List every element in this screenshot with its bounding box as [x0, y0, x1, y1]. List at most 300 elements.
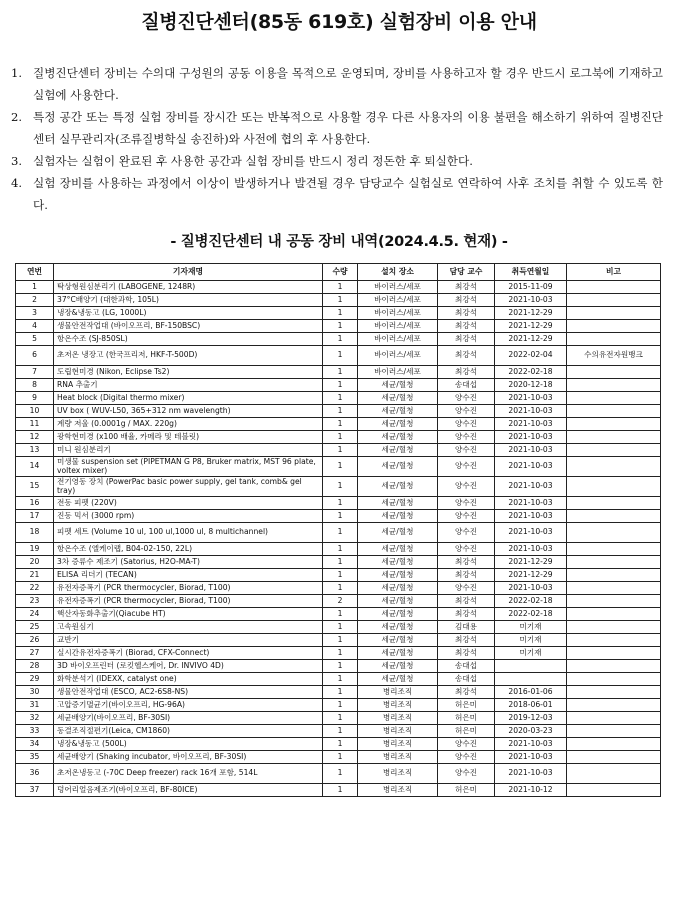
equipment-name-cell: 3차 증류수 제조기 (Satorius, H2O-MA-T) — [54, 556, 323, 569]
table-row — [16, 699, 661, 712]
row-index-cell: 7 — [16, 366, 54, 379]
remarks-cell — [567, 569, 661, 582]
remarks-cell — [567, 647, 661, 660]
acquired-date-cell: 2021-10-03 — [495, 457, 567, 477]
rule-text: 질병진단센터 장비는 수의대 구성원의 공동 이용을 목적으로 운영되며, 장비를 사용하고자 할 경우 반드시 로그북에 기재하고 실험에 사용한다. — [33, 66, 663, 102]
acquired-date-cell: 2021-12-29 — [495, 569, 567, 582]
table-row — [16, 751, 661, 764]
professor-cell: 양수진 — [438, 418, 495, 431]
equipment-name-cell: 37°C배양기 (대한과학, 105L) — [54, 294, 323, 307]
equipment-name-cell: UV box ( WUV-L50, 365+312 nm wavelength) — [54, 405, 323, 418]
remarks-cell — [567, 699, 661, 712]
professor-cell: 최강석 — [438, 294, 495, 307]
professor-cell: 최강석 — [438, 307, 495, 320]
professor-cell: 양수진 — [438, 543, 495, 556]
quantity-cell: 1 — [323, 307, 358, 320]
remarks-cell — [567, 477, 661, 497]
table-row — [16, 392, 661, 405]
acquired-date-cell: 2019-12-03 — [495, 712, 567, 725]
quantity-cell: 1 — [323, 582, 358, 595]
acquired-date-cell: 2015-11-09 — [495, 281, 567, 294]
row-index-cell: 30 — [16, 686, 54, 699]
remarks-cell: 수의유전자원뱅크 — [567, 346, 661, 366]
table-row — [16, 784, 661, 797]
acquired-date-cell — [495, 673, 567, 686]
acquired-date-cell: 2021-10-03 — [495, 738, 567, 751]
table-row — [16, 608, 661, 621]
remarks-cell — [567, 333, 661, 346]
quantity-cell: 1 — [323, 686, 358, 699]
acquired-date-cell: 2021-10-03 — [495, 543, 567, 556]
acquired-date-cell: 2020-03-23 — [495, 725, 567, 738]
equipment-name-cell: 전동 피펫 (220V) — [54, 497, 323, 510]
row-index-cell: 21 — [16, 569, 54, 582]
equipment-name-cell: 유전자증폭기 (PCR thermocycler, Biorad, T100) — [54, 582, 323, 595]
professor-cell: 양수진 — [438, 764, 495, 784]
rule-number: 4. — [11, 176, 23, 190]
professor-cell: 양수진 — [438, 431, 495, 444]
row-index-cell: 3 — [16, 307, 54, 320]
remarks-cell — [567, 457, 661, 477]
row-index-cell: 12 — [16, 431, 54, 444]
quantity-cell: 1 — [323, 712, 358, 725]
table-header-row — [16, 264, 661, 281]
location-cell: 병리조직 — [358, 725, 438, 738]
row-index-cell: 27 — [16, 647, 54, 660]
row-index-cell: 18 — [16, 523, 54, 543]
remarks-cell — [567, 431, 661, 444]
row-index-cell: 2 — [16, 294, 54, 307]
table-row — [16, 556, 661, 569]
acquired-date-cell — [495, 660, 567, 673]
header-acquired-date: 취득연월일 — [495, 264, 567, 281]
table-row — [16, 405, 661, 418]
header-remarks: 비고 — [567, 264, 661, 281]
professor-cell: 양수진 — [438, 510, 495, 523]
quantity-cell: 1 — [323, 523, 358, 543]
acquired-date-cell: 2021-12-29 — [495, 307, 567, 320]
professor-cell: 양수진 — [438, 405, 495, 418]
equipment-name-cell: 핵산자동화추출기(Qiacube HT) — [54, 608, 323, 621]
row-index-cell: 36 — [16, 764, 54, 784]
acquired-date-cell: 2016-01-06 — [495, 686, 567, 699]
professor-cell: 최강석 — [438, 647, 495, 660]
equipment-name-cell: 냉장&냉동고 (LG, 1000L) — [54, 307, 323, 320]
row-index-cell: 29 — [16, 673, 54, 686]
quantity-cell: 1 — [323, 608, 358, 621]
remarks-cell — [567, 418, 661, 431]
location-cell: 세균/혈청 — [358, 543, 438, 556]
table-row — [16, 725, 661, 738]
table-row — [16, 523, 661, 543]
row-index-cell: 35 — [16, 751, 54, 764]
remarks-cell — [567, 320, 661, 333]
remarks-cell — [567, 660, 661, 673]
remarks-cell — [567, 281, 661, 294]
acquired-date-cell: 2021-10-03 — [495, 497, 567, 510]
table-row — [16, 712, 661, 725]
acquired-date-cell: 2021-10-03 — [495, 294, 567, 307]
row-index-cell: 16 — [16, 497, 54, 510]
location-cell: 바이러스/세포 — [358, 307, 438, 320]
table-row — [16, 738, 661, 751]
row-index-cell: 26 — [16, 634, 54, 647]
professor-cell: 양수진 — [438, 497, 495, 510]
table-row — [16, 477, 661, 497]
remarks-cell — [567, 673, 661, 686]
equipment-name-cell: 초저온냉동고 (-70C Deep freezer) rack 16개 포함, 514L — [54, 764, 323, 784]
location-cell: 병리조직 — [358, 764, 438, 784]
location-cell: 세균/혈청 — [358, 477, 438, 497]
location-cell: 세균/혈청 — [358, 608, 438, 621]
quantity-cell: 1 — [323, 457, 358, 477]
acquired-date-cell: 2021-10-03 — [495, 418, 567, 431]
equipment-name-cell: 3D 바이오프린터 (로킷헬스케어, Dr. INVIVO 4D) — [54, 660, 323, 673]
equipment-name-cell: 고압증기멸균기(바이오프리, HG-96A) — [54, 699, 323, 712]
quantity-cell: 1 — [323, 366, 358, 379]
row-index-cell: 11 — [16, 418, 54, 431]
remarks-cell — [567, 307, 661, 320]
quantity-cell: 1 — [323, 764, 358, 784]
professor-cell: 양수진 — [438, 444, 495, 457]
professor-cell: 양수진 — [438, 477, 495, 497]
location-cell: 세균/혈청 — [358, 595, 438, 608]
table-row — [16, 307, 661, 320]
acquired-date-cell: 미기재 — [495, 647, 567, 660]
acquired-date-cell: 미기재 — [495, 621, 567, 634]
quantity-cell: 1 — [323, 418, 358, 431]
professor-cell: 송대섭 — [438, 673, 495, 686]
equipment-table — [15, 263, 661, 797]
quantity-cell: 1 — [323, 333, 358, 346]
remarks-cell — [567, 582, 661, 595]
quantity-cell: 1 — [323, 738, 358, 751]
professor-cell: 최강석 — [438, 281, 495, 294]
acquired-date-cell: 2020-12-18 — [495, 379, 567, 392]
quantity-cell: 1 — [323, 725, 358, 738]
remarks-cell — [567, 686, 661, 699]
row-index-cell: 8 — [16, 379, 54, 392]
acquired-date-cell: 2018-06-01 — [495, 699, 567, 712]
quantity-cell: 1 — [323, 543, 358, 556]
row-index-cell: 6 — [16, 346, 54, 366]
header-equipment-name: 기자재명 — [54, 264, 323, 281]
professor-cell: 양수진 — [438, 738, 495, 751]
professor-cell: 김대용 — [438, 621, 495, 634]
row-index-cell: 4 — [16, 320, 54, 333]
quantity-cell: 1 — [323, 751, 358, 764]
table-row — [16, 320, 661, 333]
rule-item — [11, 150, 663, 172]
table-row — [16, 673, 661, 686]
location-cell: 세균/혈청 — [358, 660, 438, 673]
remarks-cell — [567, 392, 661, 405]
equipment-name-cell: 고속원심기 — [54, 621, 323, 634]
location-cell: 세균/혈청 — [358, 673, 438, 686]
remarks-cell — [567, 621, 661, 634]
equipment-name-cell: 생물안전작업대 (바이오프리, BF-150BSC) — [54, 320, 323, 333]
quantity-cell: 1 — [323, 281, 358, 294]
page-title: 질병진단센터(85동 619호) 실험장비 이용 안내 — [141, 11, 537, 33]
table-row — [16, 366, 661, 379]
table-row — [16, 497, 661, 510]
equipment-name-cell: ELISA 리더기 (TECAN) — [54, 569, 323, 582]
equipment-name-cell: 계량 저울 (0.0001g / MAX. 220g) — [54, 418, 323, 431]
table-row — [16, 634, 661, 647]
equipment-list-heading: - 질병진단센터 내 공동 장비 내역(2024.4.5. 현재) - — [170, 234, 508, 250]
quantity-cell: 2 — [323, 595, 358, 608]
row-index-cell: 10 — [16, 405, 54, 418]
quantity-cell: 1 — [323, 431, 358, 444]
quantity-cell: 1 — [323, 405, 358, 418]
professor-cell: 최강석 — [438, 556, 495, 569]
table-row — [16, 595, 661, 608]
row-index-cell: 23 — [16, 595, 54, 608]
quantity-cell: 1 — [323, 634, 358, 647]
acquired-date-cell: 미기재 — [495, 634, 567, 647]
location-cell: 세균/혈청 — [358, 444, 438, 457]
location-cell: 세균/혈청 — [358, 582, 438, 595]
professor-cell: 허은미 — [438, 725, 495, 738]
table-row — [16, 294, 661, 307]
professor-cell: 최강석 — [438, 333, 495, 346]
professor-cell: 최강석 — [438, 366, 495, 379]
professor-cell: 양수진 — [438, 582, 495, 595]
location-cell: 병리조직 — [358, 784, 438, 797]
acquired-date-cell: 2021-12-29 — [495, 333, 567, 346]
row-index-cell: 31 — [16, 699, 54, 712]
location-cell: 세균/혈청 — [358, 379, 438, 392]
quantity-cell: 1 — [323, 510, 358, 523]
remarks-cell — [567, 366, 661, 379]
location-cell: 세균/혈청 — [358, 634, 438, 647]
quantity-cell: 1 — [323, 699, 358, 712]
equipment-name-cell: 미니 원심분리기 — [54, 444, 323, 457]
professor-cell: 양수진 — [438, 751, 495, 764]
acquired-date-cell: 2021-10-03 — [495, 405, 567, 418]
location-cell: 세균/혈청 — [358, 431, 438, 444]
location-cell: 세균/혈청 — [358, 457, 438, 477]
rule-item — [11, 172, 663, 216]
table-row — [16, 660, 661, 673]
location-cell: 세균/혈청 — [358, 647, 438, 660]
quantity-cell: 1 — [323, 556, 358, 569]
table-row — [16, 333, 661, 346]
row-index-cell: 1 — [16, 281, 54, 294]
remarks-cell — [567, 634, 661, 647]
equipment-name-cell: 세균배양기(바이오프리, BF-30SI) — [54, 712, 323, 725]
location-cell: 세균/혈청 — [358, 569, 438, 582]
header-location: 설치 장소 — [358, 264, 438, 281]
remarks-cell — [567, 294, 661, 307]
equipment-name-cell: 탁상형원심분리기 (LABOGENE, 1248R) — [54, 281, 323, 294]
row-index-cell: 14 — [16, 457, 54, 477]
rule-item — [11, 62, 663, 106]
acquired-date-cell: 2021-10-03 — [495, 392, 567, 405]
table-row — [16, 418, 661, 431]
equipment-name-cell: 교반기 — [54, 634, 323, 647]
header-professor: 담당 교수 — [438, 264, 495, 281]
row-index-cell: 32 — [16, 712, 54, 725]
row-index-cell: 22 — [16, 582, 54, 595]
rule-number: 1. — [11, 66, 23, 80]
quantity-cell: 1 — [323, 569, 358, 582]
remarks-cell — [567, 725, 661, 738]
row-index-cell: 15 — [16, 477, 54, 497]
equipment-name-cell: 냉장&냉동고 (500L) — [54, 738, 323, 751]
location-cell: 바이러스/세포 — [358, 320, 438, 333]
professor-cell: 허은미 — [438, 784, 495, 797]
location-cell: 병리조직 — [358, 699, 438, 712]
remarks-cell — [567, 595, 661, 608]
professor-cell: 허은미 — [438, 712, 495, 725]
rule-number: 2. — [11, 110, 23, 124]
header-index: 연번 — [16, 264, 54, 281]
remarks-cell — [567, 764, 661, 784]
row-index-cell: 28 — [16, 660, 54, 673]
quantity-cell: 1 — [323, 673, 358, 686]
remarks-cell — [567, 751, 661, 764]
row-index-cell: 34 — [16, 738, 54, 751]
remarks-cell — [567, 608, 661, 621]
rule-item — [11, 106, 663, 150]
location-cell: 병리조직 — [358, 751, 438, 764]
remarks-cell — [567, 510, 661, 523]
remarks-cell — [567, 784, 661, 797]
equipment-name-cell: 덩어리얼음제조기(바이오프리, BF-80ICE) — [54, 784, 323, 797]
rule-text: 실험 장비를 사용하는 과정에서 이상이 발생하거나 발견될 경우 담당교수 실험실로 연락하여 사후 조치를 취할 수 있도록 한다. — [33, 176, 663, 212]
professor-cell: 송대섭 — [438, 379, 495, 392]
equipment-name-cell: 피펫 세트 (Volume 10 ul, 100 ul,1000 ul, 8 multichannel) — [54, 523, 323, 543]
quantity-cell: 1 — [323, 647, 358, 660]
acquired-date-cell: 2021-10-03 — [495, 764, 567, 784]
professor-cell: 최강석 — [438, 569, 495, 582]
professor-cell: 양수진 — [438, 392, 495, 405]
acquired-date-cell: 2021-10-03 — [495, 523, 567, 543]
table-row — [16, 686, 661, 699]
location-cell: 세균/혈청 — [358, 418, 438, 431]
row-index-cell: 17 — [16, 510, 54, 523]
equipment-name-cell: Heat block (Digital thermo mixer) — [54, 392, 323, 405]
acquired-date-cell: 2021-10-03 — [495, 431, 567, 444]
acquired-date-cell: 2022-02-04 — [495, 346, 567, 366]
row-index-cell: 20 — [16, 556, 54, 569]
remarks-cell — [567, 712, 661, 725]
remarks-cell — [567, 523, 661, 543]
quantity-cell: 1 — [323, 294, 358, 307]
location-cell: 세균/혈청 — [358, 621, 438, 634]
usage-rules-list — [11, 62, 663, 216]
quantity-cell: 1 — [323, 444, 358, 457]
row-index-cell: 25 — [16, 621, 54, 634]
acquired-date-cell: 2021-10-03 — [495, 477, 567, 497]
location-cell: 병리조직 — [358, 686, 438, 699]
location-cell: 바이러스/세포 — [358, 294, 438, 307]
professor-cell: 최강석 — [438, 686, 495, 699]
acquired-date-cell: 2021-10-12 — [495, 784, 567, 797]
acquired-date-cell: 2021-12-29 — [495, 556, 567, 569]
acquired-date-cell: 2021-10-03 — [495, 444, 567, 457]
rule-text: 실험자는 실험이 완료된 후 사용한 공간과 실험 장비를 반드시 정리 정돈한 후 퇴실한다. — [33, 154, 473, 168]
acquired-date-cell: 2022-02-18 — [495, 366, 567, 379]
professor-cell: 최강석 — [438, 634, 495, 647]
acquired-date-cell: 2021-10-03 — [495, 751, 567, 764]
table-row — [16, 569, 661, 582]
equipment-name-cell: 생물안전작업대 (ESCO, AC2-6S8-NS) — [54, 686, 323, 699]
location-cell: 세균/혈청 — [358, 405, 438, 418]
row-index-cell: 37 — [16, 784, 54, 797]
equipment-name-cell: 항온수조 (엘케이랩, B04-02-150, 22L) — [54, 543, 323, 556]
table-row — [16, 281, 661, 294]
table-row — [16, 457, 661, 477]
remarks-cell — [567, 405, 661, 418]
equipment-name-cell: 전기영동 장치 (PowerPac basic power supply, gel tank, comb& gel tray) — [54, 477, 323, 497]
table-row — [16, 444, 661, 457]
location-cell: 병리조직 — [358, 712, 438, 725]
location-cell: 바이러스/세포 — [358, 281, 438, 294]
acquired-date-cell: 2022-02-18 — [495, 608, 567, 621]
remarks-cell — [567, 556, 661, 569]
equipment-name-cell: 도립현미경 (Nikon, Eclipse Ts2) — [54, 366, 323, 379]
rule-text: 특정 공간 또는 특정 실험 장비를 장시간 또는 반복적으로 사용할 경우 다른 사용자의 이용 불편을 해소하기 위하여 질병진단센터 실무관리자(조류질병학실 송진하)와 사전에 협의 후 사용한다. — [33, 110, 663, 146]
equipment-name-cell: 항온수조 (SJ-850SL) — [54, 333, 323, 346]
quantity-cell: 1 — [323, 346, 358, 366]
quantity-cell: 1 — [323, 660, 358, 673]
remarks-cell — [567, 738, 661, 751]
table-row — [16, 510, 661, 523]
row-index-cell: 19 — [16, 543, 54, 556]
professor-cell: 최강석 — [438, 346, 495, 366]
table-row — [16, 346, 661, 366]
location-cell: 바이러스/세포 — [358, 366, 438, 379]
professor-cell: 양수진 — [438, 523, 495, 543]
professor-cell: 최강석 — [438, 320, 495, 333]
quantity-cell: 1 — [323, 497, 358, 510]
equipment-name-cell: 동결조직절편기(Leica, CM1860) — [54, 725, 323, 738]
equipment-name-cell: 초저온 냉장고 (한국프리저, HKF-T-500D) — [54, 346, 323, 366]
remarks-cell — [567, 543, 661, 556]
quantity-cell: 1 — [323, 621, 358, 634]
quantity-cell: 1 — [323, 320, 358, 333]
table-row — [16, 764, 661, 784]
row-index-cell: 5 — [16, 333, 54, 346]
quantity-cell: 1 — [323, 784, 358, 797]
row-index-cell: 13 — [16, 444, 54, 457]
location-cell: 바이러스/세포 — [358, 346, 438, 366]
remarks-cell — [567, 379, 661, 392]
location-cell: 세균/혈청 — [358, 556, 438, 569]
header-quantity: 수량 — [323, 264, 358, 281]
professor-cell: 양수진 — [438, 457, 495, 477]
acquired-date-cell: 2021-12-29 — [495, 320, 567, 333]
acquired-date-cell: 2022-02-18 — [495, 595, 567, 608]
table-row — [16, 582, 661, 595]
table-row — [16, 543, 661, 556]
professor-cell: 최강석 — [438, 608, 495, 621]
equipment-name-cell: 화학분석기 (IDEXX, catalyst one) — [54, 673, 323, 686]
equipment-name-cell: 광학현미경 (x100 배율, 카메라 및 테블릿) — [54, 431, 323, 444]
equipment-name-cell: 실시간유전자증폭기 (Biorad, CFX-Connect) — [54, 647, 323, 660]
remarks-cell — [567, 497, 661, 510]
acquired-date-cell: 2021-10-03 — [495, 582, 567, 595]
equipment-name-cell: 세균배양기 (Shaking incubator, 바이오프리, BF-30SI) — [54, 751, 323, 764]
equipment-name-cell: 진동 믹서 (3000 rpm) — [54, 510, 323, 523]
location-cell: 세균/혈청 — [358, 392, 438, 405]
location-cell: 병리조직 — [358, 738, 438, 751]
acquired-date-cell: 2021-10-03 — [495, 510, 567, 523]
location-cell: 세균/혈청 — [358, 510, 438, 523]
equipment-name-cell: 미생물 suspension set (PIPETMAN G P8, Bruker matrix, MST 96 plate, voltex mixer) — [54, 457, 323, 477]
